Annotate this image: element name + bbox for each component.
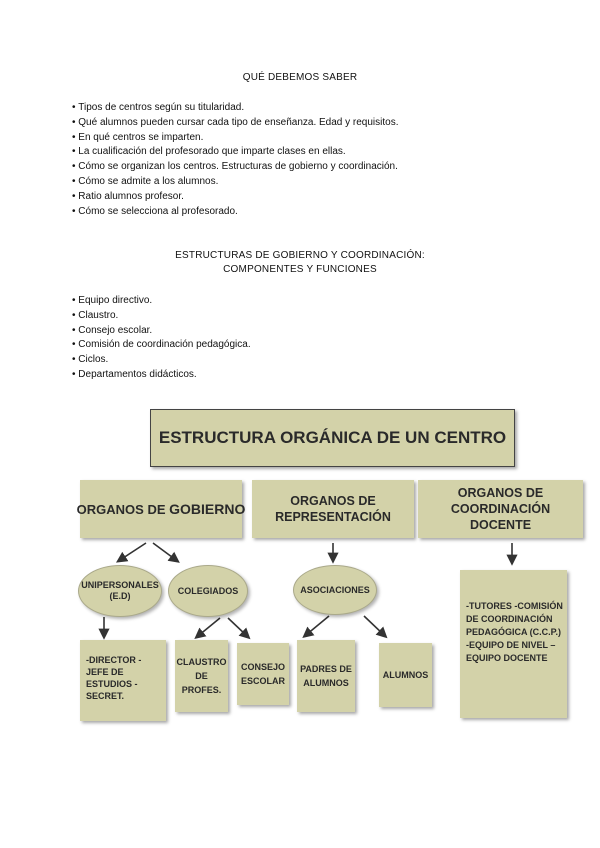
list-item: • Cómo se organizan los centros. Estructuras de gobierno y coordinación. (72, 160, 399, 175)
list-item: • Ratio alumnos profesor. (72, 190, 399, 205)
organos-coordinacion-box: ORGANOS DE COORDINACIÓN DOCENTE (418, 480, 583, 538)
list-item: • Departamentos didácticos. (72, 368, 251, 383)
coordinacion-docente-list-box: -TUTORES -COMISIÓN DE COORDINACIÓN PEDAGÓGICA (C.C.P.) -EQUIPO DE NIVEL –EQUIPO DOCENTE (460, 570, 567, 718)
list-item: • Claustro. (72, 309, 251, 324)
equipo-directivo-box: -DIRECTOR -JEFE DE ESTUDIOS - SECRET. (80, 640, 166, 721)
unipersonales-oval: UNIPERSONALES (E.D) (78, 565, 162, 617)
section-title-estructuras-line1: ESTRUCTURAS DE GOBIERNO Y COORDINACIÓN: (175, 250, 425, 261)
claustro-box: CLAUSTRO DE PROFES. (175, 640, 228, 712)
alumnos-box: ALUMNOS (379, 643, 432, 707)
section-title-que-debemos-saber: QUÉ DEBEMOS SABER (242, 72, 358, 83)
section-title-estructuras-line2: COMPONENTES Y FUNCIONES (223, 264, 377, 275)
consejo-escolar-box: CONSEJO ESCOLAR (237, 643, 289, 705)
organos-representacion-box: ORGANOS DE REPRESENTACIÓN (252, 480, 414, 538)
organos-gobierno-prefix: ORGANOS DE (76, 501, 170, 517)
list-item: • La cualificación del profesorado que imparte clases en ellas. (72, 145, 399, 160)
list-item: • Tipos de centros según su titularidad. (72, 101, 399, 116)
list-item: • Comisión de coordinación pedagógica. (72, 338, 251, 353)
list-item: • Cómo se selecciona al profesorado. (72, 205, 399, 220)
list-item: • En qué centros se imparten. (72, 131, 399, 146)
organos-gobierno-strong: GOBIERNO (169, 501, 246, 517)
list-item: • Equipo directivo. (72, 294, 251, 309)
list-item: • Cómo se admite a los alumnos. (72, 175, 399, 190)
asociaciones-oval: ASOCIACIONES (293, 565, 377, 615)
diagram-title-box: ESTRUCTURA ORGÁNICA DE UN CENTRO (150, 409, 515, 467)
colegiados-oval: COLEGIADOS (168, 565, 248, 617)
padres-alumnos-box: PADRES DE ALUMNOS (297, 640, 355, 712)
list-item: • Qué alumnos pueden cursar cada tipo de enseñanza. Edad y requisitos. (72, 116, 399, 131)
list-item: • Ciclos. (72, 353, 251, 368)
list-item: • Consejo escolar. (72, 324, 251, 339)
organos-gobierno-box (76, 480, 246, 538)
